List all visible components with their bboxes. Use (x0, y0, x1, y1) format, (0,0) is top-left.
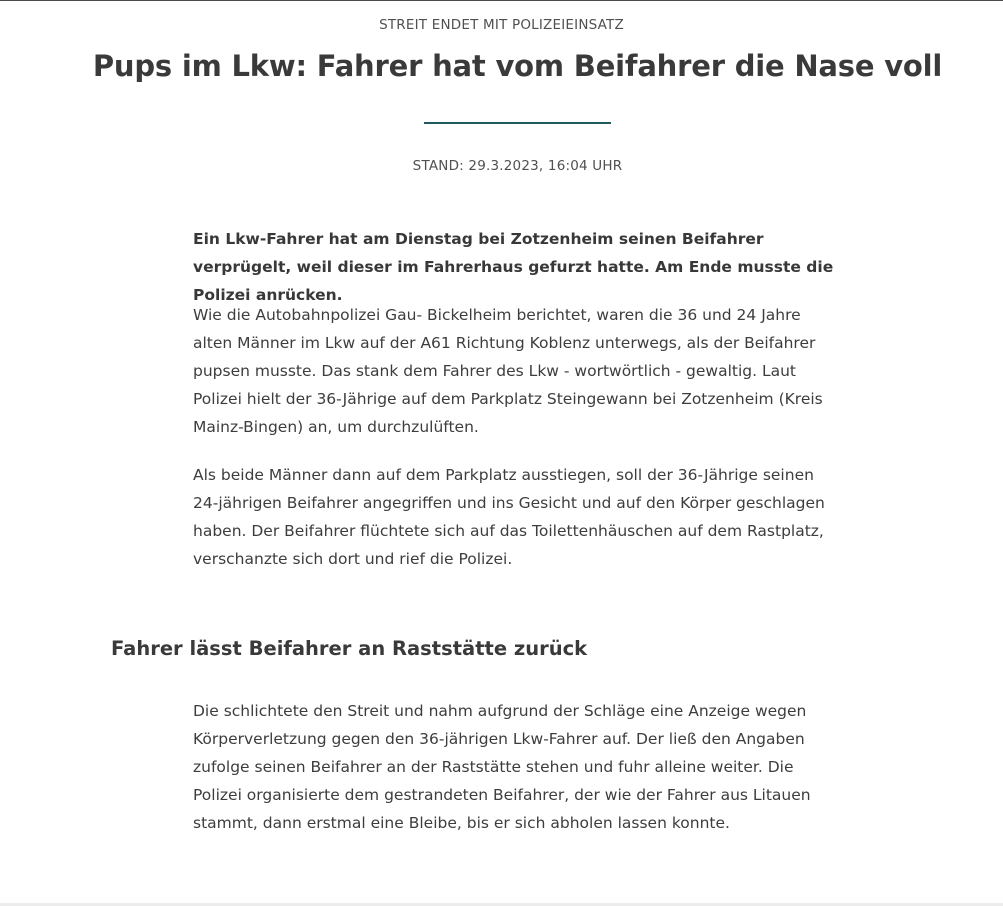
article-subheading: Fahrer lässt Beifahrer an Raststätte zurück (111, 637, 588, 660)
date-label: STAND: (412, 158, 464, 174)
article-topline: STREIT ENDET MIT POLIZEIEINSATZ (379, 17, 624, 33)
article-paragraph-2: Als beide Männer dann auf dem Parkplatz ausstiegen, soll der 36-Jährige seinen 24-jährigen Beifahrer angegriffen und ins Gesicht und auf den Körper geschlagen haben. Der Beifahrer flüchtete sich auf das Toilettenhäuschen auf dem Rastplatz, verschanzte sich dort und rief die Polizei. (193, 466, 825, 568)
article-headline: Pups im Lkw: Fahrer hat vom Beifahrer die Nase voll (92, 49, 943, 83)
article-paragraph-1: Wie die Autobahnpolizei Gau- Bickelheim berichtet, waren die 36 und 24 Jahre alten Männer im Lkw auf der A61 Richtung Koblenz unterwegs, als der Beifahrer pupsen musste. Das stank dem Fahrer des Lkw - wortwörtlich - gewaltig. Laut Polizei hielt der 36-Jährige auf dem Parkplatz Steingewann bei Zotzenheim (Kreis Mainz-Bingen) an, um durchzulüften. (193, 306, 823, 436)
headline-divider (424, 122, 611, 124)
article-dateline (0, 158, 1003, 174)
article-lead: Ein Lkw-Fahrer hat am Dienstag bei Zotzenheim seinen Beifahrer verprügelt, weil dieser im Fahrerhaus gefurzt hatte. Am Ende musste die Polizei anrücken. (193, 230, 834, 304)
date-value: 29.3.2023, 16:04 UHR (468, 158, 623, 174)
article-paragraph-3: Die schlichtete den Streit und nahm aufgrund der Schläge eine Anzeige wegen Körperverletzung gegen den 36-jährigen Lkw-Fahrer auf. Der ließ den Angaben zufolge seinen Beifahrer an der Raststätte stehen und fuhr alleine weiter. Die Polizei organisierte dem gestrandeten Beifahrer, der wie der Fahrer aus Litauen stammt, dann erstmal eine Bleibe, bis er sich abholen lassen konnte. (193, 702, 811, 832)
